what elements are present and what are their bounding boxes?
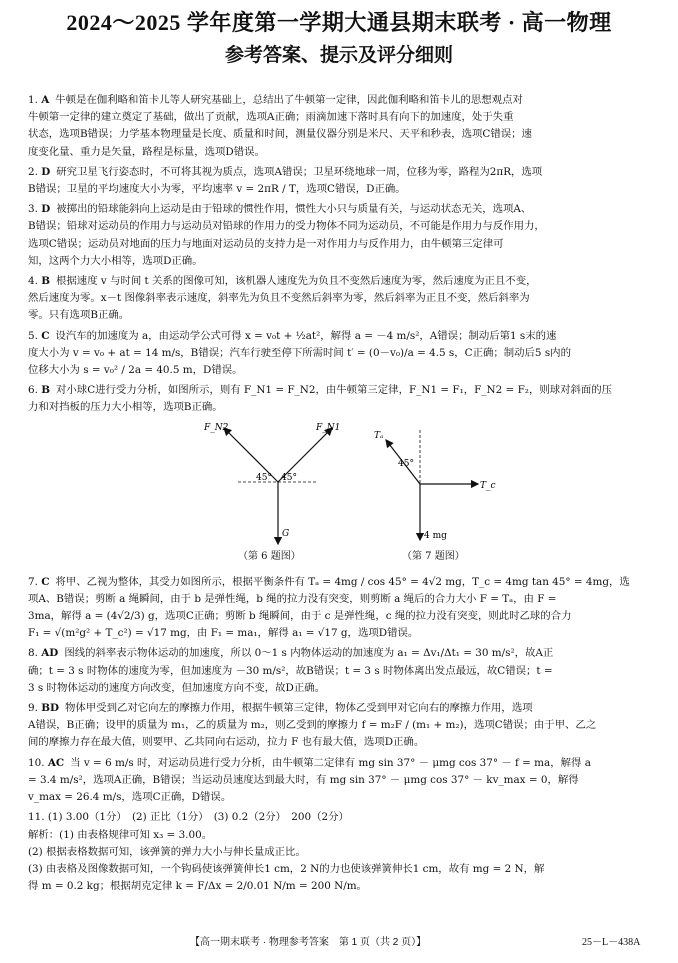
answer-line — [28, 625, 662, 642]
figure-7-caption: （第 7 题图） — [402, 550, 465, 562]
answer-line — [28, 126, 662, 143]
answer-line — [28, 382, 662, 399]
answer-list — [28, 92, 662, 898]
answer-item — [28, 382, 662, 416]
explanation-text: 项A、B错误；剪断 a 绳瞬间，由于 b 是弹性绳，b 绳的拉力没有突变，则剪断 a 绳后的合力大小 F = Tₐ，由 F = — [28, 592, 557, 605]
explanation-text: 确；t = 3 s 时物体的速度为零，但加速度为 －30 m/s²，故B错误；t = 3 s 时物体离出发点最远，故C错误；t = — [28, 664, 553, 677]
explanation-text: B错误；卫星的平均速度大小为零，平均速率 v = 2πR / T，选项C错误，D正确。 — [28, 183, 406, 196]
answer-line — [28, 399, 662, 416]
question-number: 6. — [28, 384, 38, 397]
answer-line — [28, 663, 662, 680]
figures-row — [28, 420, 662, 568]
explanation-text: 牛顿第一定律的建立奠定了基础，做出了贡献，选项A正确；雨滴加速下落时具有向下的加速度，处于失重 — [28, 111, 514, 124]
explanation-text: 度大小为 v = v₀ + at = 14 m/s，B错误；汽车行驶至停下所需时间 t′ = (0－v₀)/a = 4.5 s，C正确；制动后5 s内的 — [28, 346, 571, 359]
explanation-text: = 3.4 m/s²，选项A正确，B错误；当运动员速度达到最大时，有 mg sin 37° － μmg cos 37° － kv_max = 0，解得 — [28, 773, 579, 786]
answer-line — [28, 236, 662, 253]
answer-line — [28, 109, 662, 126]
answer-line — [28, 290, 662, 307]
answer-item — [28, 164, 662, 198]
answer-line — [28, 218, 662, 235]
question-number: 4. — [28, 275, 38, 288]
answer-line — [28, 144, 662, 161]
label-tc: T_c — [480, 480, 496, 491]
figure-6-caption: （第 6 题图） — [238, 550, 301, 562]
question-number: 7. — [28, 575, 38, 588]
explanation-text: 3 s 时物体运动的速度方向改变，但加速度方向不变，故D正确。 — [28, 681, 326, 694]
label-weight: 4 mg — [424, 530, 447, 541]
answer-line — [28, 645, 662, 662]
explanation-text: 图线的斜率表示物体运动的加速度，所以 0～1 s 内物体运动的加速度为 a₁ = Δv₁/Δt₁ = 30 m/s²，故A正 — [64, 647, 554, 660]
figure-6 — [198, 420, 358, 568]
explanation-text: 状态，选项B错误；力学基本物理量是长度、质量和时间，测量仪器分别是米尺、天平和秒表，选项C错误；速 — [28, 128, 532, 141]
answer-item — [28, 645, 662, 697]
angle-label: 45° — [398, 458, 414, 469]
explanation-text: (3) 由表格及图像数据可知，一个钩码使该弹簧伸长1 cm，2 N的力也使该弹簧伸长1 cm，故有 mg = 2 N，解 — [28, 862, 545, 875]
answer-item — [28, 273, 662, 325]
force-diagram-6 — [198, 420, 358, 550]
answer-line — [28, 827, 662, 844]
answer-line — [28, 164, 662, 181]
force-diagram-7 — [368, 420, 508, 550]
answer-choice: AC — [47, 756, 65, 769]
answer-choice: A — [41, 94, 50, 106]
explanation-text: 力和对挡板的压力大小相等，选项B正确。 — [28, 401, 223, 414]
explanation-text: 研究卫星飞行姿态时，不可将其视为质点，选项A错误；卫星环绕地球一周，位移为零，路程为2πR，选项 — [56, 165, 543, 178]
explanation-text: (1) 3.00（1分） (2) 正比（1分） (3) 0.2（2分） 200（2分） — [47, 811, 349, 824]
explanation-text: 当 v = 6 m/s 时，对运动员进行受力分析，由牛顿第二定律有 mg sin 37° － μmg cos 37° － f = ma，解得 a — [70, 756, 591, 769]
question-number: 9. — [28, 702, 38, 715]
footer-label: 【高一期末联考 · 物理参考答案 第 1 页（共 2 页）】 — [190, 937, 427, 948]
explanation-text: 然后速度为零。x－t 图像斜率表示速度，斜率先为负且不变然后斜率为零，然后斜率为正且不变，然后斜率为 — [28, 292, 530, 305]
answer-line — [28, 734, 662, 751]
question-number: 5. — [28, 329, 38, 342]
explanation-text: A错误，B正确；设甲的质量为 m₁，乙的质量为 m₂，则乙受到的摩擦力 f = m₂F / (m₁ + m₂)，选项C错误；由于甲、乙之 — [28, 719, 597, 732]
answer-line — [28, 201, 662, 218]
answer-item — [28, 92, 662, 161]
answer-line — [28, 574, 662, 591]
angle-right: 45° — [281, 472, 297, 483]
answer-choice: C — [41, 575, 50, 588]
answer-line — [28, 307, 662, 324]
answer-line — [28, 345, 662, 362]
figure-7 — [368, 420, 508, 568]
explanation-text: (2) 根据表格数据可知，该弹簧的弹力大小与伸长量成正比。 — [28, 845, 306, 858]
explanation-text: 3ma，解得 a = (4√2/3) g，选项C正确；剪断 b 绳瞬间，由于 c 是弹性绳，c 绳的拉力没有突变，则此时乙球的合力 — [28, 610, 572, 623]
answer-item — [28, 201, 662, 270]
answer-line — [28, 253, 662, 270]
question-number: 10. — [28, 756, 45, 769]
answer-line — [28, 92, 662, 109]
explanation-text: 解析：(1) 由表格规律可知 x₃ = 3.00。 — [28, 828, 213, 841]
page-subtitle: 参考答案、提示及评分细则 — [224, 45, 453, 66]
page-title: 2024～2025 学年度第一学期大通县期末联考 · 高一物理 — [66, 10, 612, 35]
explanation-text: 得 m = 0.2 kg；根据胡克定律 k = F/Δx = 2/0.01 N/m = 200 N/m。 — [28, 880, 367, 893]
answer-item — [28, 700, 662, 752]
label-fn2: F_N2 — [204, 422, 229, 433]
question-number: 8. — [28, 647, 38, 660]
label-ta: Tₐ — [374, 430, 384, 441]
explanation-text: 牛顿是在伽利略和笛卡儿等人研究基础上，总结出了牛顿第一定律，因此伽利略和笛卡儿的思想观点对 — [55, 94, 523, 106]
answer-line — [28, 591, 662, 608]
answer-line — [28, 717, 662, 734]
question-number: 2. — [28, 165, 38, 178]
explanation-text: 根据速度 v 与时间 t 关系的图像可知，该机器人速度先为负且不变然后速度为零，然后速度为正且不变， — [56, 275, 537, 288]
explanation-text: 度变化量、重力是矢量，路程是标量，选项D错误。 — [28, 145, 265, 158]
answer-item — [28, 809, 662, 895]
label-fn1: F_N1 — [316, 422, 341, 433]
document-code: 25－L－438A — [582, 937, 641, 948]
answer-choice: AD — [41, 647, 59, 660]
explanation-text: 选项C错误；运动员对地面的压力与地面对运动员的支持力是一对作用力与反作用力，由牛顿第三定律可 — [28, 237, 504, 250]
answer-line — [28, 362, 662, 379]
explanation-text: v_max = 26.4 m/s，选项C正确，D错误。 — [28, 791, 232, 804]
answer-line — [28, 700, 662, 717]
angle-left: 45° — [256, 472, 272, 483]
label-g: G — [282, 528, 290, 539]
answer-line — [28, 844, 662, 861]
answer-choice: BD — [41, 702, 60, 715]
answer-line — [28, 328, 662, 345]
question-number: 3. — [28, 203, 38, 216]
explanation-text: 间的摩擦力存在最大值，则要甲、乙共同向右运动，拉力 F 也有最大值，选项D正确。 — [28, 736, 425, 749]
answer-choice: D — [41, 165, 51, 178]
answer-choice: B — [41, 384, 51, 397]
explanation-text: 位移大小为 s = v₀² / 2a = 40.5 m，D错误。 — [28, 364, 243, 377]
answer-line — [28, 878, 662, 895]
question-number: 1. — [28, 94, 38, 106]
explanation-text: 知，这两个力大小相等，选项D正确。 — [28, 254, 203, 267]
explanation-text: 零。只有选项B正确。 — [28, 309, 130, 322]
answer-line — [28, 755, 662, 772]
answer-line — [28, 273, 662, 290]
answer-line — [28, 789, 662, 806]
answer-line — [28, 809, 662, 826]
answer-item — [28, 574, 662, 643]
answer-item — [28, 328, 662, 380]
answer-line — [28, 608, 662, 625]
explanation-text: 设汽车的加速度为 a，由运动学公式可得 x = v₀t + ½at²，解得 a = －4 m/s²，A错误；制动后第1 s末的速 — [55, 329, 557, 342]
explanation-text: 对小球C进行受力分析，如图所示，则有 F_N1 = F_N2，由牛顿第三定律，F_N1 = F₁，F_N2 = F₂，则球对斜面的压 — [56, 384, 613, 397]
answer-line — [28, 772, 662, 789]
question-number: 11. — [28, 811, 45, 824]
answer-choice: B — [41, 275, 51, 288]
answer-item — [28, 755, 662, 807]
answer-line — [28, 861, 662, 878]
answer-choice: D — [41, 203, 51, 216]
explanation-text: 被掷出的铅球能斜向上运动是由于铅球的惯性作用，惯性大小只与质量有关，与运动状态无关，选项A、 — [56, 203, 532, 216]
explanation-text: 物体甲受到乙对它向左的摩擦力作用，根据牛顿第三定律，物体乙受到甲对它向右的摩擦力作用，选项 — [65, 702, 533, 715]
answer-choice: C — [41, 329, 50, 342]
explanation-text: 将甲、乙视为整体，其受力如图所示，根据平衡条件有 Tₐ = 4mg / cos 45° = 4√2 mg，T_c = 4mg tan 45° = 4mg，选 — [55, 575, 630, 588]
answer-line — [28, 181, 662, 198]
explanation-text: B错误；铅球对运动员的作用力与运动员对铅球的作用力的受力物体不同为运动员，不可能是作用力与反作用力， — [28, 220, 545, 233]
explanation-text: F₁ = √(m²g² + T_c²) = √17 mg，由 F₁ = ma₁，解得 a₁ = √17 g，选项D错误。 — [28, 627, 419, 640]
answer-line — [28, 680, 662, 697]
